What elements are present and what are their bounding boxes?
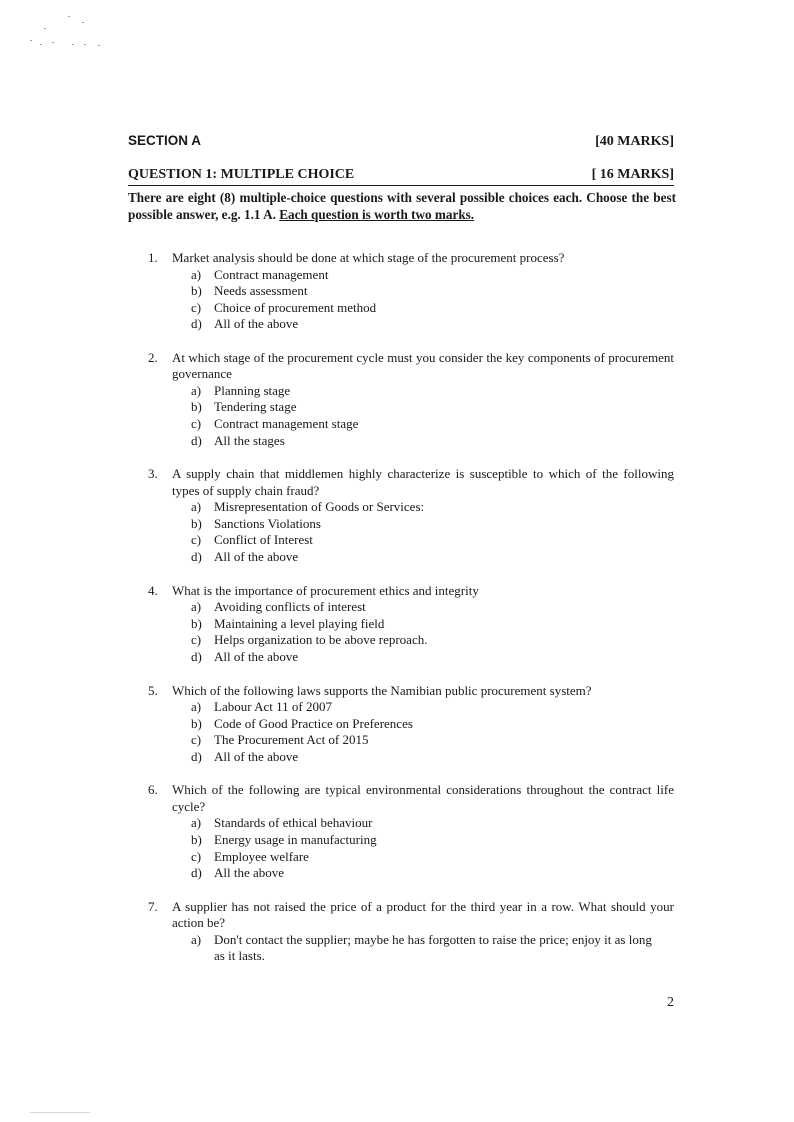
- section-header: [128, 133, 674, 150]
- option-letter: a): [191, 699, 202, 714]
- option-item: [191, 382, 674, 400]
- option-letter: a): [191, 382, 202, 398]
- option-item: [191, 549, 674, 566]
- option-letter: b): [191, 515, 202, 531]
- option-letter: b): [191, 831, 202, 847]
- option-item: [191, 815, 674, 832]
- option-text: Labour Act 11 of 2007: [214, 699, 332, 714]
- instructions-text: There are eight (8) multiple-choice questions with several possible choices each. Choose the best possible answer, e.g. 1.1 A.: [128, 190, 676, 222]
- question-marks: [ 16 MARKS]: [591, 167, 674, 182]
- question-text: Which of the following are typical environmental considerations throughout the contract life cycle?: [172, 782, 674, 814]
- option-list: [128, 267, 674, 333]
- option-text: Employee welfare: [214, 848, 309, 864]
- question-item-6: [128, 782, 674, 881]
- option-text: Choice of procurement method: [214, 299, 377, 315]
- question-item-5: [128, 683, 674, 766]
- option-letter: b): [191, 615, 202, 631]
- option-letter: d): [191, 316, 202, 332]
- option-item: [191, 299, 674, 317]
- option-list: [128, 815, 674, 881]
- option-text: Planning stage: [214, 382, 291, 398]
- option-item: [191, 432, 674, 450]
- option-item: [191, 865, 674, 882]
- option-text: Code of Good Practice on Preferences: [214, 715, 413, 731]
- option-item: [191, 316, 674, 333]
- page-number: 2: [667, 995, 674, 1010]
- option-text: Avoiding conflicts of interest: [214, 599, 366, 615]
- option-item: [191, 748, 674, 766]
- question-text: Which of the following laws supports the Namibian public procurement system?: [172, 682, 592, 698]
- option-text: All the stages: [214, 432, 285, 448]
- option-item: [191, 699, 674, 716]
- question-number: 7.: [148, 898, 158, 914]
- option-letter: c): [191, 732, 202, 748]
- option-text: Sanctions Violations: [214, 515, 321, 531]
- question-text: Market analysis should be done at which stage of the procurement process?: [172, 250, 565, 265]
- option-text: All of the above: [214, 748, 299, 764]
- option-text: Tendering stage: [214, 399, 297, 415]
- option-letter: c): [191, 532, 202, 548]
- question-number: 2.: [148, 349, 158, 365]
- option-item: [191, 732, 674, 749]
- option-item: [191, 615, 674, 633]
- option-item: [191, 266, 674, 284]
- question-item-7: [128, 899, 674, 965]
- option-item: [191, 499, 674, 516]
- question-item-1: [128, 250, 674, 333]
- option-text: All of the above: [214, 549, 299, 565]
- option-text: The Procurement Act of 2015: [214, 732, 369, 748]
- option-letter: a): [191, 931, 202, 947]
- option-item: [191, 931, 674, 965]
- instructions: [128, 190, 676, 223]
- option-text: Needs assessment: [214, 283, 308, 299]
- option-item: [191, 283, 674, 300]
- option-list: [128, 499, 674, 565]
- question-title: QUESTION 1: MULTIPLE CHOICE: [128, 167, 355, 182]
- option-list: [128, 932, 674, 965]
- question-item-3: [128, 466, 674, 565]
- option-letter: a): [191, 815, 202, 831]
- option-letter: a): [191, 599, 202, 615]
- question-text: A supplier has not raised the price of a product for the third year in a row. What should your action be?: [172, 898, 674, 931]
- option-letter: b): [191, 283, 202, 299]
- question-header-underline: [128, 185, 674, 186]
- option-text: Standards of ethical behaviour: [214, 815, 373, 831]
- question-item-4: [128, 583, 674, 666]
- option-letter: a): [191, 499, 202, 515]
- question-list: [128, 250, 674, 982]
- scan-specks: [22, 14, 112, 54]
- option-text: Conflict of Interest: [214, 532, 313, 548]
- question-header: [128, 167, 674, 183]
- question-number: 1.: [148, 250, 158, 265]
- option-letter: c): [191, 416, 202, 432]
- option-letter: d): [191, 648, 202, 664]
- option-item: [191, 848, 674, 866]
- scan-footer-mark: [30, 1112, 90, 1113]
- option-list: [128, 383, 674, 449]
- option-letter: a): [191, 266, 202, 282]
- option-text: All the above: [214, 865, 285, 881]
- option-letter: c): [191, 632, 202, 648]
- option-letter: c): [191, 848, 202, 864]
- question-number: 4.: [148, 582, 158, 598]
- option-text: Don't contact the supplier; maybe he has forgotten to raise the price; enjoy it as long as it lasts.: [214, 931, 652, 964]
- option-text: All of the above: [214, 316, 299, 332]
- question-text: At which stage of the procurement cycle must you consider the key components of procurement governance: [172, 349, 674, 382]
- option-letter: d): [191, 549, 202, 565]
- option-item: [191, 416, 674, 433]
- question-text: A supply chain that middlemen highly characterize is susceptible to which of the following types of supply chain fraud?: [172, 466, 674, 498]
- option-item: [191, 532, 674, 549]
- option-text: Maintaining a level playing field: [214, 615, 385, 631]
- question-number: 5.: [148, 682, 158, 698]
- option-list: [128, 699, 674, 765]
- option-letter: b): [191, 715, 202, 731]
- option-text: All of the above: [214, 648, 299, 664]
- option-letter: d): [191, 865, 202, 881]
- option-letter: c): [191, 299, 202, 315]
- question-number: 6.: [148, 782, 158, 798]
- option-text: Energy usage in manufacturing: [214, 831, 377, 847]
- instructions-marks-note: Each question is worth two marks.: [279, 206, 475, 222]
- option-item: [191, 831, 674, 849]
- option-letter: d): [191, 748, 202, 764]
- option-item: [191, 715, 674, 733]
- option-item: [191, 399, 674, 416]
- section-marks: [40 MARKS]: [595, 134, 674, 149]
- option-item: [191, 648, 674, 666]
- option-item: [191, 515, 674, 533]
- option-letter: b): [191, 399, 202, 415]
- option-text: Helps organization to be above reproach.: [214, 632, 428, 648]
- question-number: 3.: [148, 466, 158, 482]
- option-text: Contract management stage: [214, 416, 359, 432]
- option-list: [128, 599, 674, 665]
- question-item-2: [128, 350, 674, 449]
- section-title: SECTION A: [128, 133, 202, 148]
- option-letter: d): [191, 432, 202, 448]
- option-text: Misrepresentation of Goods or Services:: [214, 499, 425, 515]
- option-text: Contract management: [214, 266, 329, 282]
- option-item: [191, 632, 674, 649]
- option-item: [191, 599, 674, 616]
- question-text: What is the importance of procurement ethics and integrity: [172, 582, 479, 598]
